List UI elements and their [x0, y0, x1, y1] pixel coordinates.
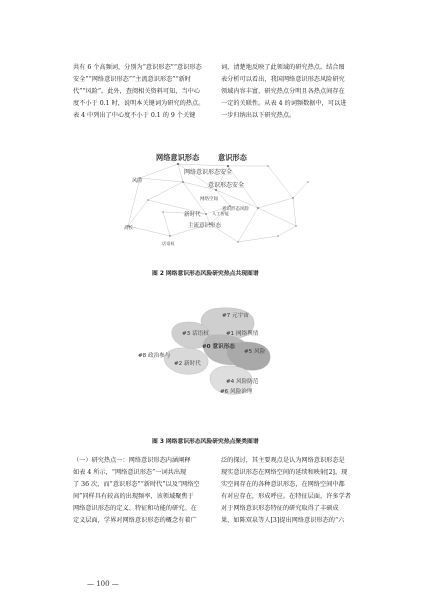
node-label: 新时代	[184, 212, 201, 218]
cluster-label: #4 风险防范	[226, 379, 259, 385]
text-line: 一步归纳出以下研究热点。	[221, 112, 296, 119]
top-right-column	[221, 62, 358, 122]
cluster-label: #0 意识形态	[202, 344, 235, 350]
text-line: 现实意识形态在网络空间的延续和映射[2]。现	[221, 469, 348, 476]
node-label: 意识形态	[218, 153, 247, 162]
cluster-label: #1 网络舆情	[226, 331, 259, 337]
cluster-label: #6 风险治理	[220, 389, 253, 395]
text-line: 对于网络意识形态特征的研究取得了丰硕成	[221, 505, 339, 512]
text-line: 代”“风险”。此外，查阅相关资料可知，当中心	[73, 88, 201, 95]
top-left-column	[73, 62, 210, 122]
text-line: 实空间存在的各种意识形态，在网络空间中都	[221, 481, 345, 488]
node-label: 意识形态风险	[222, 207, 249, 212]
node-label: 网络意识形态安全	[184, 169, 233, 176]
node-label: 网络意识形态	[156, 153, 200, 162]
node-label: 高校	[124, 226, 133, 231]
text-line: 领域内容丰富，研究热点分明且各热点间存在	[221, 88, 345, 95]
text-line: 共有 6 个高频词，分别为“意识形态”“意识形态	[73, 64, 202, 71]
cluster-label: #8 政治参与	[138, 353, 171, 359]
text-line: 果，如陈双泉等人[3]提出网络意识形态的“六	[221, 517, 345, 524]
text-line: 有对应存在，形成呼应。在特征层面，许多学者	[221, 493, 351, 500]
node-label: 主流意识形态	[188, 223, 222, 229]
figure-2-network	[118, 152, 316, 257]
text-line: 表分析可以看出，我国网络意识形态风险研究	[221, 76, 345, 83]
node-label: 话语权	[162, 241, 175, 246]
text-line: 了 36 次，而“意识形态”“新时代”以及“网络空	[73, 481, 200, 488]
text-line: 安全”“网络意识形态”“主流意识形态”“新时	[73, 76, 191, 83]
figure-2-caption: 图 2 网络意识形态风险研究热点共现图谱	[152, 271, 259, 277]
cluster-label: #7 元宇宙	[222, 313, 249, 319]
text-line: 网络意识形态的定义、特征和功能的研究。在	[73, 505, 197, 512]
node-label: 网络空间	[200, 197, 218, 202]
cluster-label: #2 新时代	[174, 361, 201, 367]
text-line: 度不小于 0.1 时，说明本关键词为研究的热点。	[73, 100, 205, 107]
cluster-label: #5 风险	[244, 349, 266, 355]
bottom-left-column	[73, 455, 210, 527]
text-line: 间”同样具有较高的出现频率，该领域聚焦于	[73, 493, 194, 500]
section-heading: （一）研究热点一：网络意识形态内涵阐释	[73, 457, 191, 464]
text-line: 泛的探讨，其主要观点是认为网络意识形态是	[221, 457, 345, 464]
node-label: 意识形态安全	[208, 182, 245, 189]
figure-3-caption: 图 3 网络意识形态风险研究热点聚类图谱	[152, 439, 259, 445]
text-line: 定义层面，学界对网络意识形态的概念有着广	[73, 517, 197, 524]
node-label: 风险	[132, 178, 143, 184]
cluster-label: #3 话语权	[182, 331, 209, 337]
figure-3-clusters	[116, 305, 322, 405]
bottom-right-column	[221, 455, 358, 527]
text-line: 表 4 中列出了中心度不小于 0.1 的 9 个关键	[73, 112, 196, 119]
text-line: 词，清楚地反映了此领域的研究热点。结合图	[221, 64, 345, 71]
text-line: 一定的关联性。从表 4 的词频数据中，可以进	[221, 100, 347, 107]
page-number: — 100 —	[87, 580, 119, 588]
node-label: 人工智能	[212, 211, 229, 216]
text-line: 如表 4 所示，“网络意识形态”一词共出现	[73, 469, 187, 476]
